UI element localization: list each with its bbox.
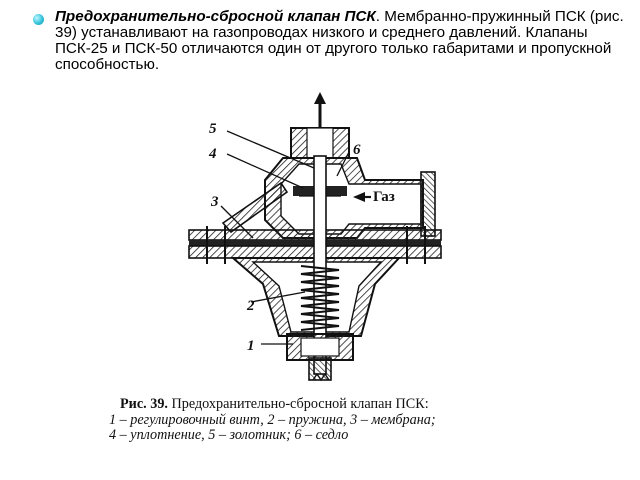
callout-4: 4 — [209, 146, 217, 162]
adjusting-screw — [287, 334, 353, 380]
callout-5: 5 — [209, 121, 217, 137]
outlet-arrow — [314, 92, 326, 128]
upper-housing — [265, 158, 423, 238]
callout-3: 3 — [211, 194, 219, 210]
callout-6: 6 — [353, 142, 361, 158]
slide-paragraph — [55, 9, 625, 73]
bullet-icon — [33, 14, 44, 25]
caption-line-2: 4 – уплотнение, 5 – золотник; 6 – седло — [109, 427, 349, 443]
top-nozzle — [291, 128, 349, 158]
caption-title-line — [103, 397, 553, 413]
callout-2: 2 — [247, 298, 255, 314]
caption-number: Рис. 39. — [120, 396, 168, 412]
figure-caption — [103, 397, 553, 444]
callout-1: 1 — [247, 338, 255, 354]
caption-line-1: 1 – регулировочный винт, 2 – пружина, 3 – мембрана; — [109, 411, 436, 428]
caption-title: Предохранительно-сбросной клапан ПСК: — [167, 396, 429, 412]
gas-label: Газ — [373, 189, 395, 205]
paragraph-heading: Предохранительно-сбросной клапан ПСК — [55, 8, 376, 25]
paragraph-body: . Мембранно-пружинный ПСК (рис. 39) устанавливают на газопроводах низкого и среднего давлений. Клапаны ПСК-25 и ПСК-50 отличаются один от другого только габаритами и пропускной способностью. — [55, 8, 624, 73]
